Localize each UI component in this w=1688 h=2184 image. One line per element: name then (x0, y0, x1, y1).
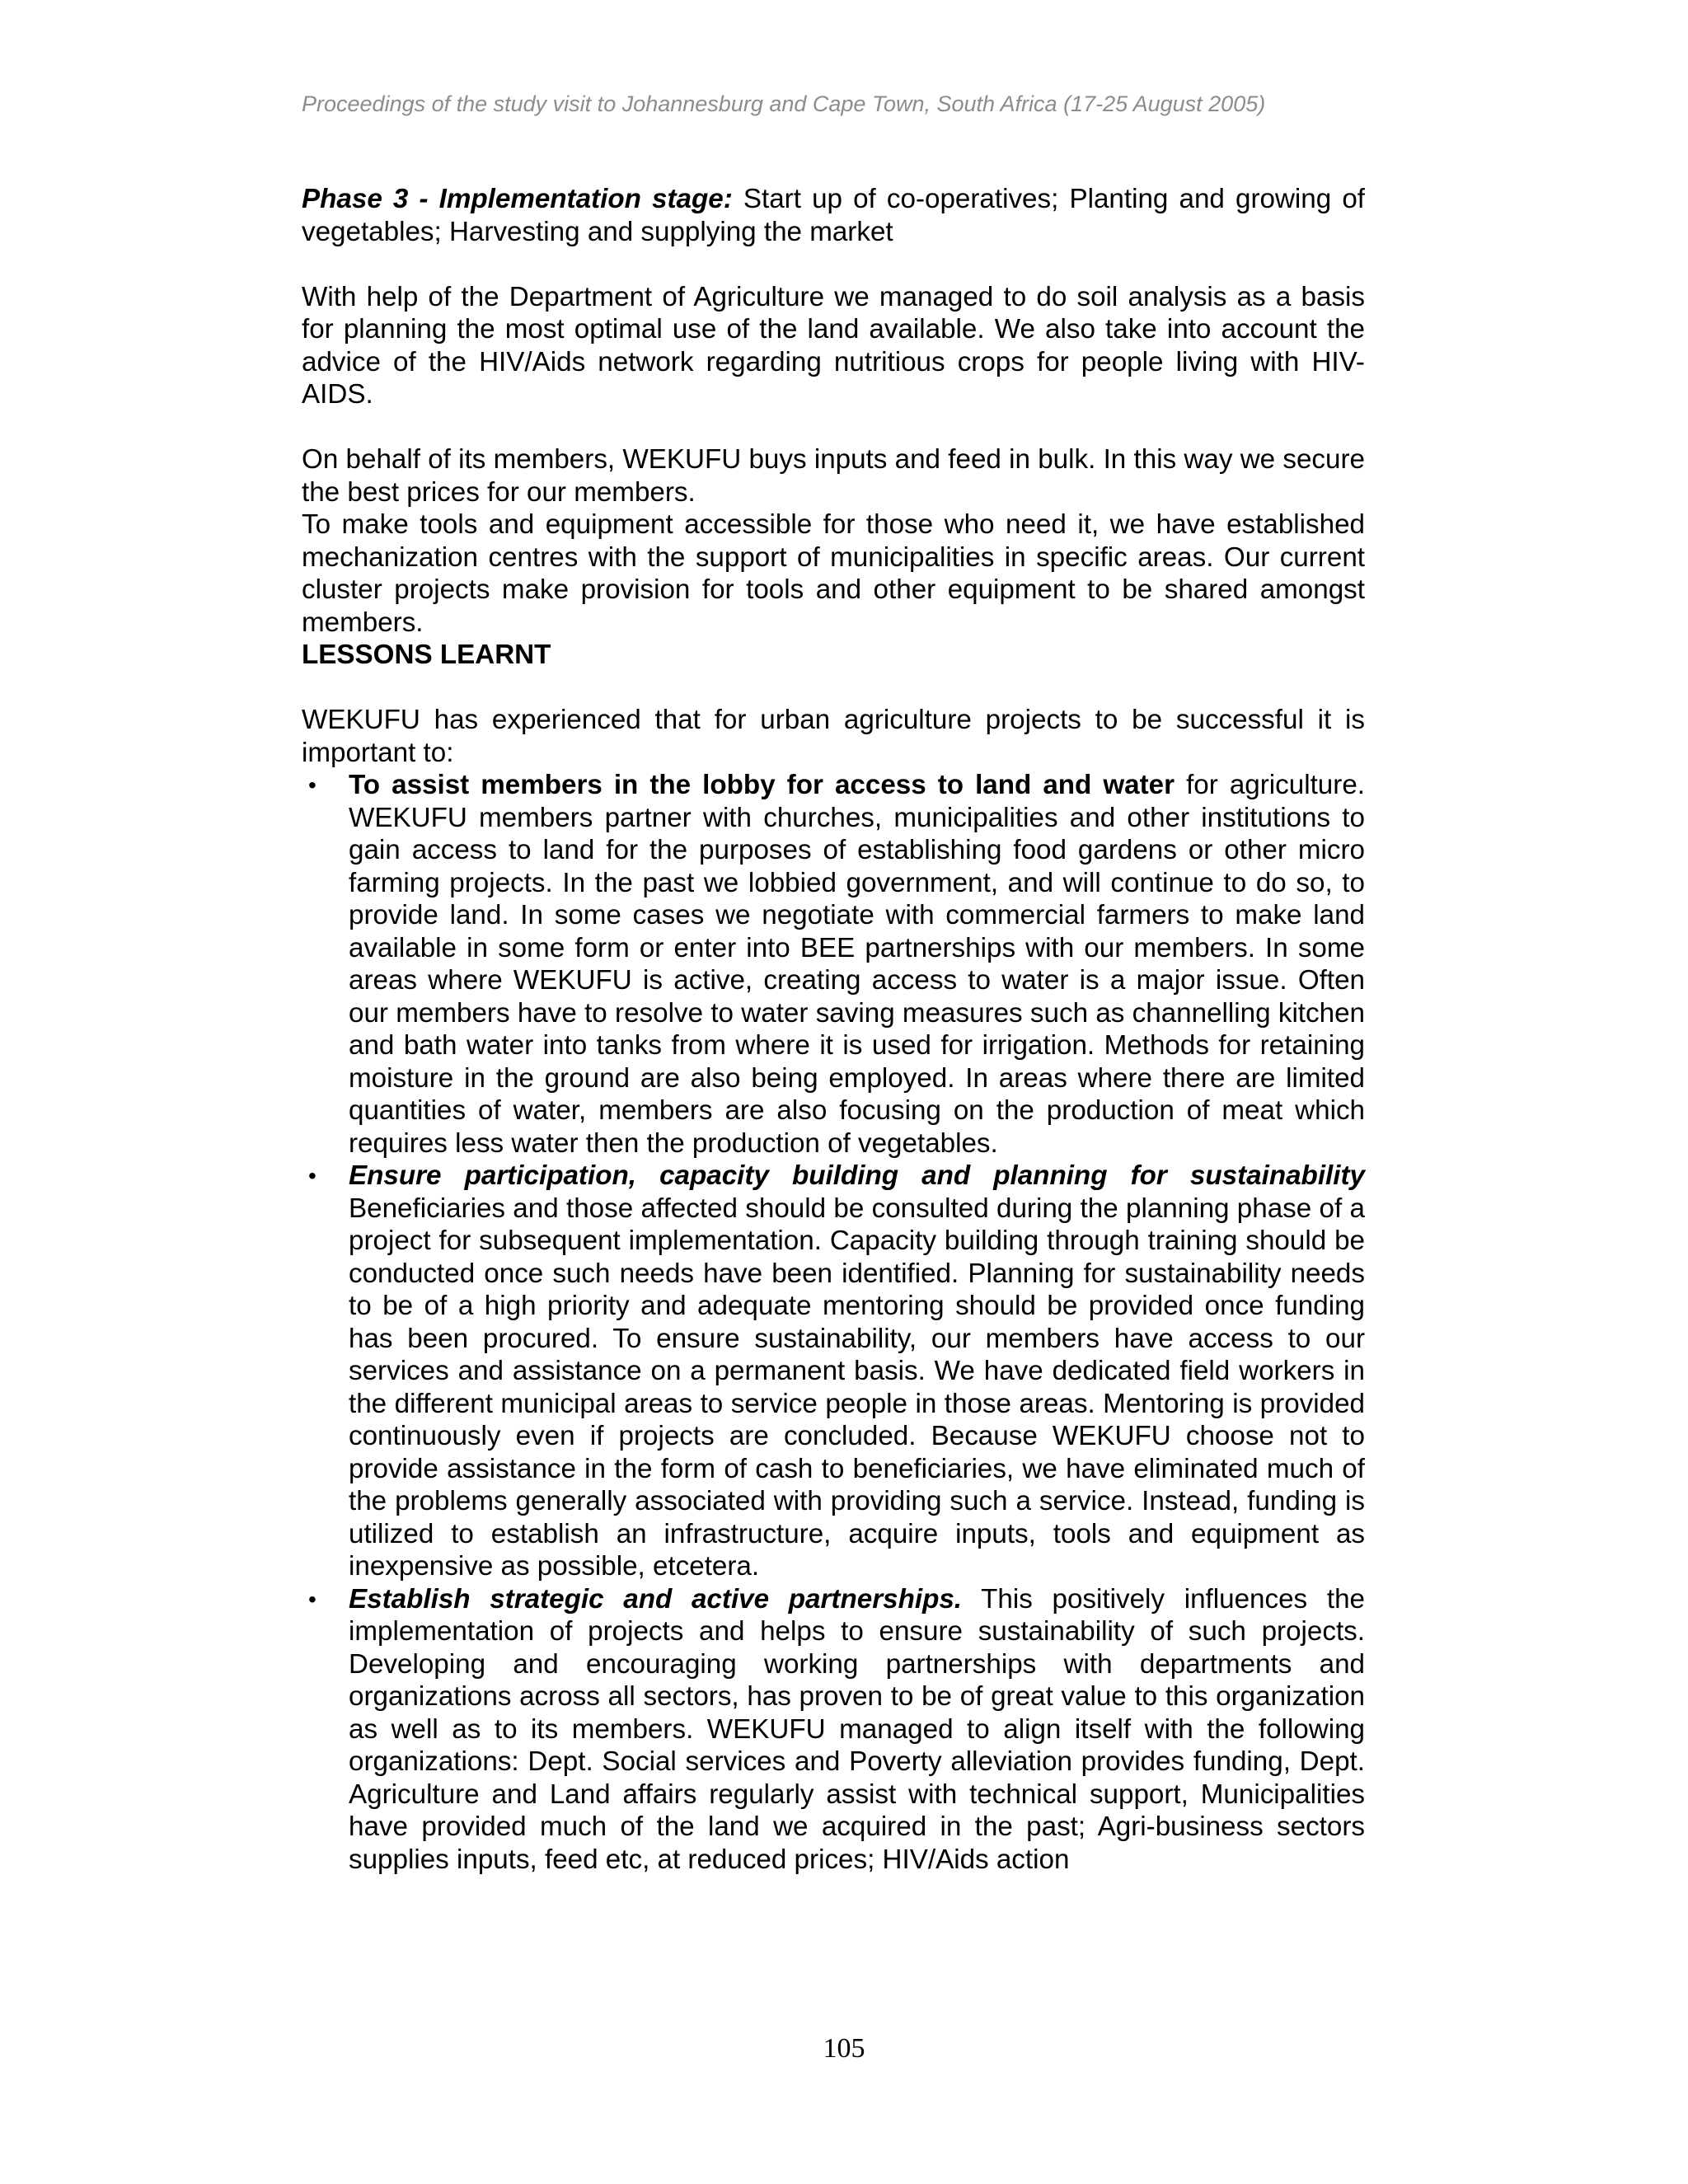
bulk-buying-paragraph: On behalf of its members, WEKUFU buys inputs and feed in bulk. In this way we secure the best prices for our members. (302, 444, 1365, 508)
page-number: 105 (823, 2033, 865, 2064)
phase3-label: Phase 3 - Implementation stage: (302, 184, 733, 214)
bullet-icon: • (308, 1586, 316, 1612)
bullet-icon: • (308, 1163, 316, 1188)
list-item (302, 769, 1365, 1160)
bullet-icon: • (308, 772, 316, 798)
bullet-text: for agriculture. WEKUFU members partner with churches, municipalities and other institutions to gain access to land for the purposes of establishing food gardens or other micro farming projects. In the past we lobbied government, and will continue to do so, to provide land. In some cases we negotiate with commercial farmers to make land available in some form or enter into BEE partnerships with our members. In some areas where WEKUFU is active, creating access to water is a major issue. Often our members have to resolve to water saving measures such as channelling kitchen and bath water into tanks from where it is used for irrigation. Methods for retaining moisture in the ground are also being employed. In areas where there are limited quantities of water, members are also focusing on the production of meat which requires less water then the production of vegetables. (349, 770, 1365, 1159)
phase3-paragraph (302, 183, 1365, 248)
running-header: Proceedings of the study visit to Johannesburg and Cape Town, South Africa (17-25 August 2005) (302, 91, 1266, 116)
bullet-text: Beneficiaries and those affected should be consulted during the planning phase of a project for subsequent implementation. Capacity building through training should be conducted once such needs have been identified. Planning for sustainability needs to be of a high priority and adequate mentoring should be provided once funding has been procured. To ensure sustainability, our members have access to our services and assistance on a permanent basis. We have dedicated field workers in the different municipal areas to service people in those areas. Mentoring is provided continuously even if projects are concluded. Because WEKUFU choose not to provide assistance in the form of cash to beneficiaries, we have eliminated much of the problems generally associated with providing such a service. Instead, funding is utilized to establish an infrastructure, acquire inputs, tools and equipment as inexpensive as possible, etcetera. (349, 1193, 1365, 1582)
bullet-lead: Establish strategic and active partnerships. (349, 1583, 963, 1615)
page-body (302, 183, 1365, 1876)
list-item (302, 1160, 1365, 1583)
lessons-list (302, 769, 1365, 1876)
bullet-lead: To assist members in the lobby for access to land and water (349, 770, 1175, 800)
tools-paragraph: To make tools and equipment accessible for those who need it, we have established mechanization centres with the support of municipalities in specific areas. Our current cluster projects make provision for tools and other equipment to be shared amongst members. (302, 509, 1365, 638)
soil-analysis-paragraph: With help of the Department of Agriculture we managed to do soil analysis as a basis for planning the most optimal use of the land available. We also take into account the advice of the HIV/Aids network regarding nutritious crops for people living with HIV-AIDS. (302, 281, 1365, 410)
lessons-intro-paragraph: WEKUFU has experienced that for urban agriculture projects to be successful it is important to: (302, 705, 1365, 768)
lessons-learnt-heading: LESSONS LEARNT (302, 640, 551, 670)
bullet-text: This positively influences the implementation of projects and helps to ensure sustainability of such projects. Developing and encouraging working partnerships with departments and organizations across all sectors, has proven to be of great value to this organization as well as to its members. WEKUFU managed to align itself with the following organizations: Dept. Social services and Poverty alleviation provides funding, Dept. Agriculture and Land affairs regularly assist with technical support, Municipalities have provided much of the land we acquired in the past; Agri-business sectors supplies inputs, feed etc, at reduced prices; HIV/Aids action (349, 1583, 1365, 1875)
phase3-text: Start up of co-operatives; Planting and growing of vegetables; Harvesting and supplying the market (302, 184, 1365, 247)
list-item (302, 1583, 1365, 1877)
bullet-lead: Ensure participation, capacity building and planning for sustainability (349, 1160, 1365, 1191)
